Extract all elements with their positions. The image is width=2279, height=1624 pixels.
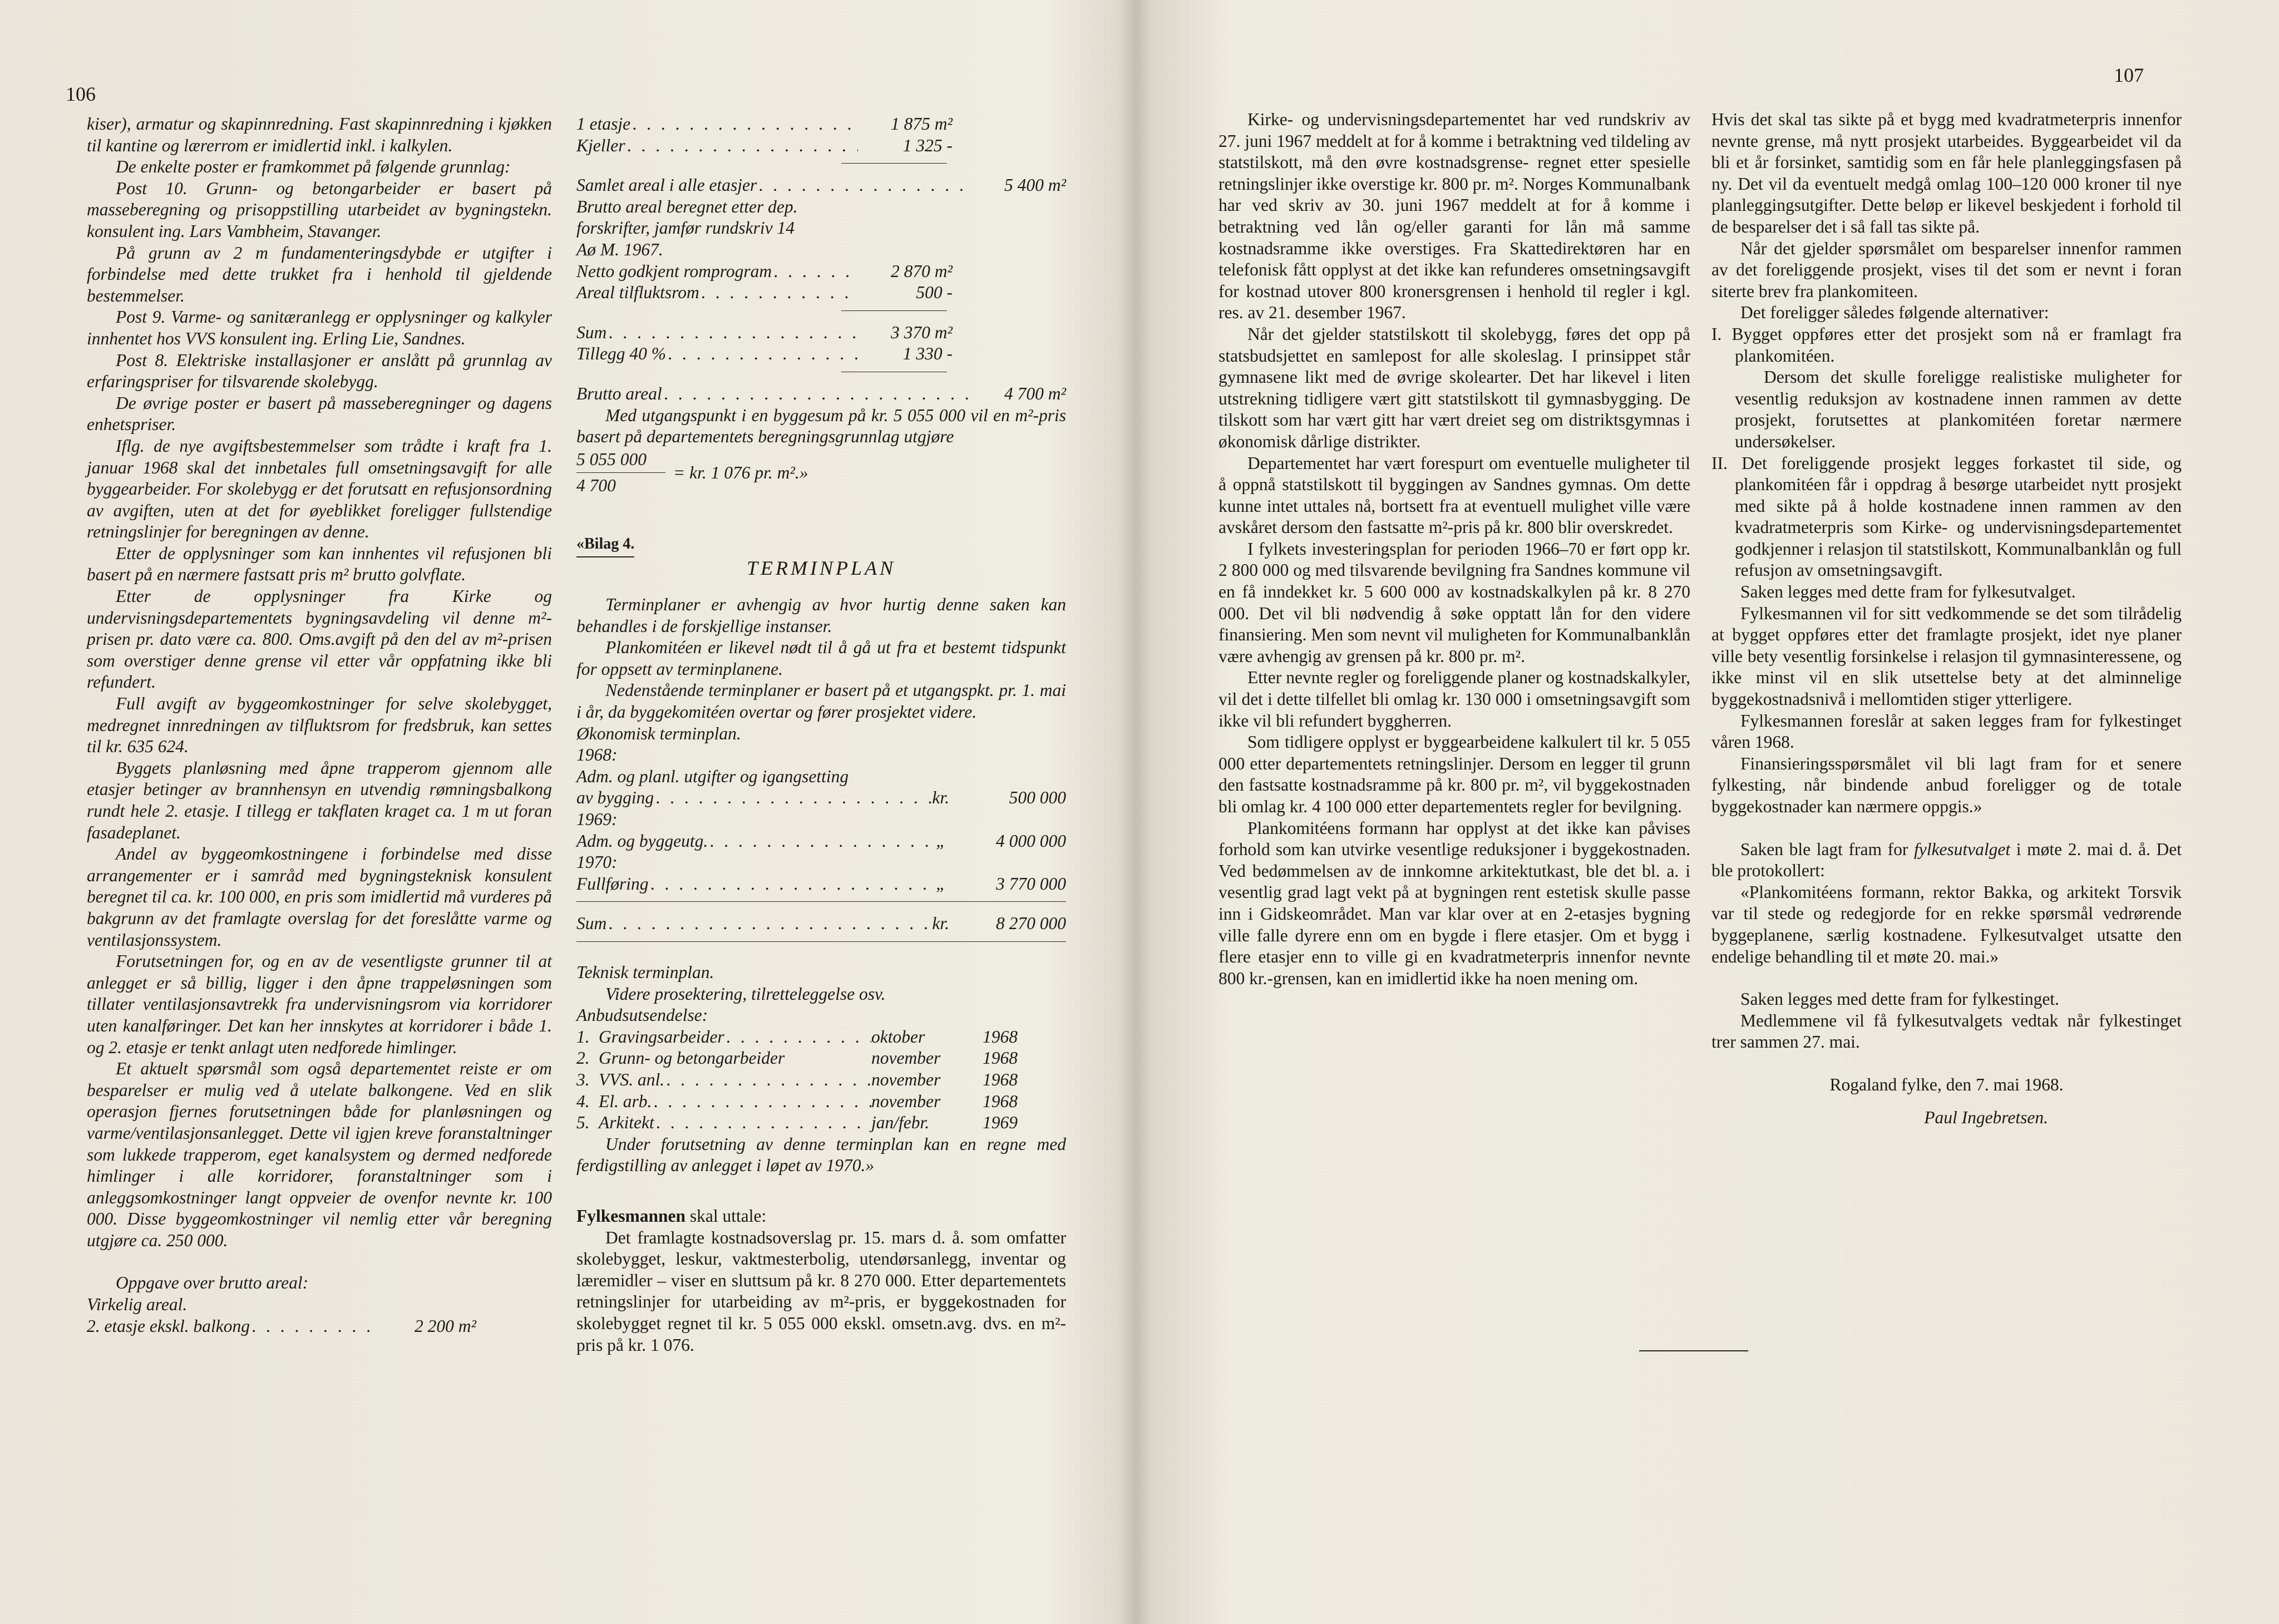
areal-heading: Oppgave over brutto areal: [116,1273,309,1293]
area-summary [576,113,953,175]
budget-sum-row [576,913,1066,935]
schedule-work [599,1069,871,1091]
area-row-value: 1 330 - [902,344,953,364]
paragraph: Som tidligere opplyst er byggearbeidene kalkulert til kr. 5 055 000 etter departementets retningslinjer. Dersom en legger til grunn den fastsatte kostnadsramme på kr. 800 pr. m², vil byggekostnaden bli omlag kr. 4 100 000 etter departementets regler for bevilgning. [1219,732,1690,816]
okonomisk-heading: Økonomisk terminplan. [576,723,741,743]
paragraph: Plankomitéens formann har opplyst at det ikke kan påvises forhold som kan utvirke vesentlige reduksjoner i byggekostnaden. Ved bedømmelsen av de innkomne arkitektutkast, ble det bl. a. i vesentlig grad lagt vekt på at bygningen rent estetisk skulle passe inn i Gidskeområdet. Man var klar over at en 2-etasjes bygning ville falle dyrere enn om en bygde i flere etasjer. Om et bygg i flere etasjer enn to ville gi en kvadratmeterpris innenfor nevnte 800 kr.-grensen, kan en imidlertid ikke ha noen mening om. [1219,818,1690,988]
schedule-year: 1968 [983,1048,1018,1068]
paragraph: Under forutsetning av denne terminplan kan en regne med ferdigstilling av anlegget i løpet av 1970.» [576,1134,1066,1176]
year-label: 1970: [576,852,618,872]
budget-row [576,873,1066,895]
leader-dots [757,175,971,196]
schedule-month: november [871,1069,941,1089]
schedule-work-label: Grunn- og betongarbeider [599,1048,785,1068]
fylkesmannen-intro [576,1206,1066,1227]
area-row [576,343,953,365]
fraction-formula [576,449,1066,497]
text-line: Aø M. 1967. [576,239,663,259]
paragraph: Andel av byggeomkostningene i forbindelse med disse arrangementer er i samråd med bygningsteknisk konsulent beregnet til ca. kr. 100 000, en pris som imidlertid må vurderes på bakgrunn av det framlagte overslag for det foreslåtte varme og ventilasjonssystem. [87,844,552,950]
budget-row [576,787,1066,809]
date-line: Rogaland fylke, den 7. mai 1968. [1829,1074,2064,1094]
schedule-year: 1968 [983,1091,1018,1111]
area-row [576,175,1066,196]
terminplan-heading: TERMINPLAN [746,556,896,579]
fylkesmannen-bold: Fylkesmannen [576,1206,686,1226]
budget-row-value: 500 000 [1009,788,1066,808]
end-rule [1639,1350,1748,1351]
area-row-label: Tillegg 40 % [576,344,667,364]
area-row-value: 3 370 m² [891,322,953,342]
areal-row [87,1316,476,1337]
paragraph: Departementet har vært forespurt om eventuelle muligheter til å oppnå statstilskott til byggingen av Sandnes gymnas. Om dette kunne intet uttales nå, bortsett fra at eventuell mulighet ville være avskåret dersom den fastsatte m²-pris på kr. 800 blir overskredet. [1219,453,1690,537]
page-number-left: 106 [66,83,96,105]
paragraph: Det framlagte kostnadsoverslag pr. 15. mars d. å. som omfatter skolebygget, leskur, vaktmesterbolig, utendørsanlegg, inventar og læremidler – viser en sluttsum på kr. 8 270 000. Etter departementets retningslinjer for utarbeiding av m²-pris, er byggekostnaden for skolebygget regnet til kr. 5 055 000 ekskl. omsetn.avg. dvs. en m²-pris på kr. 1 076. [576,1227,1066,1355]
leader-dots [630,113,858,135]
schedule-number: 4. [576,1091,590,1111]
budget-row-unit: kr. [932,788,949,808]
fraction-denominator: 4 700 [576,476,616,496]
year-label: 1969: [576,809,618,830]
paragraph: Saken legges med dette fram for fylkestinget. [1740,989,2059,1009]
schedule-number: 1. [576,1026,590,1047]
leader-dots [250,1316,382,1337]
book-gutter [1118,0,1152,1624]
left-page-column-1 [87,113,552,1337]
text-line: Videre prosektering, tilretteleggelse osv. [605,984,886,1004]
paragraph: Byggets planløsning med åpne trapperom gjennom alle etasjer betinger av brannhensyn en utvendig rømningsbalkong rundt hele 2. etasje. I tillegg er takflaten kraget ca. 1 m ut foran fasadeplanet. [87,758,552,842]
paragraph: Medlemmene vil få fylkesutvalgets vedtak når fylkestinget trer sammen 27. mai. [1711,1010,2182,1052]
schedule-month: oktober [871,1026,925,1047]
bilag-label: «Bilag 4. [576,534,634,557]
schedule-row [576,1091,1066,1113]
area-row-label: Brutto areal [576,383,662,403]
leader-dots [772,261,858,283]
budget-row-label: av bygging [576,788,654,808]
schedule-work [599,1026,871,1048]
budget-row-value: 8 270 000 [996,914,1066,934]
paragraph: Nedenstående terminplaner er basert på et utgangspkt. pr. 1. mai i år, da byggekomitéen overtar og fører prosjektet videre. [576,680,1066,722]
text-line: Anbudsutsendelse: [576,1005,708,1025]
paragraph: De enkelte poster er framkommet på følgende grunnlag: [116,157,511,177]
schedule-number: 3. [576,1069,590,1089]
fraction-result: = kr. 1 076 pr. m².» [673,462,808,482]
schedule-year: 1968 [983,1026,1018,1047]
schedule-work-label: VVS. anl. [599,1069,665,1089]
schedule-work-label: Arkitekt [599,1113,654,1133]
area-row-label: Areal tilfluktsrom [576,283,699,303]
budget-row-unit: „ [936,873,946,894]
right-page-column-1 [1219,109,1690,989]
paragraph: Fylkesmannen vil for sitt vedkommende se det som tilrådelig at bygget oppføres etter det framlagte prosjekt, idet nye planer ville bety vesentlig forsinkelse i relasjon til gymnasinteressene, og ikke minst vil en slik utsettelse bety at det alminnelige byggekostnadsnivå i mellomtiden stiger ytterligere. [1711,603,2182,709]
areal-sub: Virkelig areal. [87,1295,188,1315]
leader-dots [654,1112,871,1134]
paragraph: Når det gjelder statstilskott til skolebygg, føres det opp på statsbudsjettet en samlepost for alle skoleslag. I prinsippet står gymnasene likt med de øvrige skolearter. Det har likevel i liten utstrekning tidligere vært gitt statstilskott til gymnasbygging. De tilskott som har vært gitt har vært dreiet seg om distriktsgymnas i økonomisk dårlige distrikter. [1219,324,1690,451]
paragraph: Etter de opplysninger fra Kirke og undervisningsdepartementets bygningsavdeling vil denne m²-prisen pr. dato være ca. 800. Oms.avgift på den del av m²-prisen som overstiger denne grense vil etter vår oppfatning ikke bli refundert. [87,586,552,692]
paragraph: Et aktuelt spørsmål som også departementet reiste er om besparelser er mulig ved å utelate balkongene. Ved en slik operasjon fjernes forutsetningen både for planløsningen og varme/ventilasjonsanlegget. Dette vil igjen kreve foranstaltninger som lukkede trapperom, eget kanalsystem og dermed nedforede himlinger i alle korridorer, foranstaltninger som i anleggsomkostninger langt oppveier de ovenfor nevnte kr. 100 000. Disse byggeomkostninger vil nemlig etter vår beregning utgjøre ca. 250 000. [87,1059,552,1250]
paragraph: Fylkesmannen foreslår at saken legges fram for fylkestinget våren 1968. [1711,710,2182,752]
paragraph: De øvrige poster er basert på masseberegninger og dagens enhetspriser. [87,393,552,435]
schedule-month: november [871,1048,941,1068]
schedule-work [599,1112,871,1134]
areal-row-value: 2 200 m² [415,1316,476,1336]
schedule-month: november [871,1091,941,1111]
area-row [576,322,953,344]
budget-row-label: Adm. og byggeutg. [576,831,708,851]
area-row-label: Samlet areal i alle etasjer [576,175,757,195]
schedule-row [576,1048,1066,1069]
paragraph: «Plankomitéens formann, rektor Bakka, og arkitekt Torsvik var til stede og redegjorde for en rekke spørsmål vedrørende byggeplanene, særlig kostnadene. Fylkesutvalget utsatte den endelige behandling til et møte 20. mai.» [1711,882,2182,966]
area-row [576,282,953,304]
paragraph: Kirke- og undervisningsdepartementet har ved rundskriv av 27. juni 1967 meddelt at for å komme i betraktning ved tildeling av statstilskott, må den øvre kostnadsgrense- regnet etter spesielle retningslinjer ikke overstige kr. 800 pr. m². Norges Kommunalbank har ved skriv av 30. juni 1967 meddelt at for å komme i betraktning ved lån og/eller garanti for lån må samme kostnadsramme ikke overstiges. Fra Skattedirektøren har en telefonisk fått opplyst at det ikke kan refunderes omsetningsavgift for kostnad utover 800 kronersgrensen i henhold til regler i kgl. res. av 21. desember 1967. [1219,110,1690,323]
leader-dots [724,1026,871,1048]
budget-row-value: 3 770 000 [996,873,1066,894]
area-row-label: 1 etasje [576,114,631,134]
area-row [576,383,1066,405]
paragraph: Terminplaner er avhengig av hvor hurtig denne saken kan behandles i de forskjellige instanser. [576,595,1066,636]
paragraph: Hvis det skal tas sikte på et bygg med kvadratmeterpris innenfor nevnte grense, må nytt prosjekt utarbeides. Byggearbeidet vil da bli et år forsinket, samtidig som en får hele planleggingsfasen på ny. Det vil da eventuelt medgå omlag 100–120 000 kroner til nye planleggingsutgifter. Dette beløp er likevel beskjedent i forhold til de besparelser det i så fall tas sikte på. [1711,110,2182,236]
schedule-month: jan/febr. [871,1113,930,1133]
schedule-row [576,1112,1066,1134]
leader-dots [606,322,858,344]
leader-dots [664,1069,871,1091]
area-row-value: 5 400 m² [1004,175,1066,195]
schedule-year: 1968 [983,1069,1018,1089]
year-label: 1968: [576,745,618,765]
schedule-work [599,1091,871,1113]
leader-dots [666,343,858,365]
text-run: i møte 2. mai d. å. Det ble protokollert: [1711,839,2182,881]
teknisk-heading: Teknisk terminplan. [576,962,714,982]
paragraph: Post 10. Grunn- og betongarbeider er basert på masseberegning og prisoppstilling utarbeidet av bygningstekn. konsulent ing. Lars Vambheim, Stavanger. [87,178,552,241]
alternative-1: I. Bygget oppføres etter det prosjekt som nå er framlagt fra plankomitéen. [1711,324,2182,366]
paragraph: Forutsetningen for, og en av de vesentligste grunner til at anlegget er så billig, ligger i den åpne trappeløsningen som tillater ventilasjonsavtrekk fra undervisningsrom via korridorer uten kanalføringer. Det kan her innskytes at korridorer i både 1. og 2. etasje er tenkt anlagt uten nedforede himlinger. [87,951,552,1057]
area-row-label: Netto godkjent romprogram [576,261,772,281]
leader-dots [699,282,858,304]
text-line: Adm. og planl. utgifter og igangsetting [576,766,849,786]
paragraph: Finansieringsspørsmålet vil bli lagt fram for et senere fylkesting, når bindende anbud foreligger og de totale byggekostnader kan nærmere oppgis.» [1711,753,2182,816]
budget-row-label: Sum [576,914,607,934]
paragraph: Full avgift av byggeomkostninger for selve skolebygget, medregnet innredningen av tilfluktsrom for fredsbruk, kan settes til kr. 635 624. [87,694,552,757]
paragraph: I fylkets investeringsplan for perioden 1966–70 er ført opp kr. 2 800 000 og med tilsvarende bevilgning fra Sandnes kommune vil en få inndekket kr. 5 600 000 av kostnadskalkylen på kr. 8 270 000. Det vil bli nødvendig å søke opptatt lån for den videre finansiering. Men som nevnt vil muligheten for Kommunalbanklån være avhengig av grensen på kr. 800 pr. m². [1219,539,1690,666]
leader-dots [606,913,932,935]
schedule-work [599,1048,871,1069]
fraction-numerator: 5 055 000 [576,449,665,473]
paragraph: Med utgangspunkt i en byggesum på kr. 5 055 000 vil en m²-pris basert på departementets beregningsgrunnlag utgjøre [576,405,1066,447]
schedule-row [576,1026,1066,1048]
budget-row-unit: kr. [932,914,949,934]
area-row [576,261,953,283]
leader-dots [652,1091,871,1113]
area-row [576,113,953,135]
area-row-value: 4 700 m² [1004,383,1066,403]
paragraph: Når det gjelder spørsmålet om besparelser innenfor rammen av det foreliggende prosjekt, vises til det som er nevnt i foran siterte brev fra plankomiteen. [1711,238,2182,301]
paragraph [1711,839,2182,882]
area-row [576,135,953,157]
paragraph: Plankomitéen er likevel nødt til å gå ut fra et bestemt tidspunkt for oppsett av terminplanene. [576,638,1066,679]
signature: Paul Ingebretsen. [1924,1107,2048,1127]
page-number-right: 107 [2114,64,2144,86]
schedule-number: 2. [576,1048,590,1068]
area-row-value: 500 - [916,283,953,303]
paragraph: Etter de opplysninger som kan innhentes vil refusjonen bli basert på en nærmere fastsatt pris m² brutto golvflate. [87,543,552,585]
paragraph: Det foreligger således følgende alternativer: [1740,303,2049,323]
schedule-row [576,1069,1066,1091]
leader-dots [708,831,933,852]
paragraph: På grunn av 2 m fundamenteringsdybde er utgifter i forbindelse med dette trukket fra i henhold til gjeldende bestemmelser. [87,243,552,305]
areal-row-label: 2. etasje ekskl. balkong [87,1316,250,1336]
right-page-column-2 [1711,109,2182,1128]
paragraph: Iflg. de nye avgiftsbestemmelser som trådte i kraft fra 1. januar 1968 skal det innbetales full omsetningsavgift for alle byggearbeider. For skolebygg er det forutsatt en refusjonsordning av avgiften, uten at det for øyeblikket foreligger fullstendige retningslinjer for beregningen av denne. [87,436,552,542]
paragraph: Etter nevnte regler og foreliggende planer og kostnadskalkyler, vil det i dette tilfellet bli omlag kr. 130 000 i omsetningsavgift som ikke vil bli refundert byggherren. [1219,668,1690,730]
paragraph: Dersom det skulle foreligge realistiske muligheter for vesentlig reduksjon av kostnadene innen rammen av dette prosjekt, forutsettes at plankomitéen foretar nærmere undersøkelser. [1735,367,2182,451]
paragraph: kiser), armatur og skapinnredning. Fast skapinnredning i kjøkken til kantine og lærerrom er imidlertid inkl. i kalkylen. [87,114,552,155]
leader-dots [654,787,932,809]
leader-dots [649,873,933,895]
left-page-column-2 [576,113,1066,1356]
text-run: Saken ble lagt fram for [1740,839,1914,859]
fylkesmannen-rest: skal uttale: [685,1206,767,1226]
area-row-label: Sum [576,322,607,342]
budget-row-label: Fullføring [576,873,649,894]
schedule-number: 5. [576,1113,590,1133]
text-line: Brutto areal beregnet etter dep. [576,196,798,216]
paragraph: Saken legges med dette fram for fylkesutvalget. [1740,582,2076,602]
area-row-label: Kjeller [576,135,625,155]
area-row-value: 1 875 m² [891,114,953,134]
area-row-value: 2 870 m² [891,261,953,281]
alternative-2: II. Det foreliggende prosjekt legges forkastet til side, og plankomitéen får i oppdrag å besørge utarbeidet nytt prosjekt med sikte på å holde kostnadene innen rammen av den kvadratmeterpris som Kirke- og undervisningsdepartementet godkjenner i relasjon til statstilskott, Kommunalbanklån og full refusjon av omsetningsavgift. [1711,453,2182,580]
schedule-year: 1969 [983,1113,1018,1133]
leader-dots [662,383,971,405]
area-row-value: 1 325 - [902,135,953,155]
leader-dots [625,135,859,157]
fraction [576,449,665,497]
text-line: forskrifter, jamfør rundskriv 14 [576,218,795,238]
schedule-work-label: El. arb. [599,1091,652,1111]
budget-row-unit: „ [936,831,946,851]
schedule-work-label: Gravingsarbeider [599,1026,724,1047]
paragraph: Post 8. Elektriske installasjoner er anslått på grunnlag av erfaringspriser for tilsvarende skolebygg. [87,350,552,392]
budget-row [576,831,1066,852]
text-run-italic: fylkesutvalget [1913,839,2011,859]
net-area [576,261,953,383]
budget-row-value: 4 000 000 [996,831,1066,851]
paragraph: Post 9. Varme- og sanitæranlegg er opplysninger og kalkyler innhentet hos VVS konsulent ing. Erling Lie, Sandnes. [87,307,552,348]
